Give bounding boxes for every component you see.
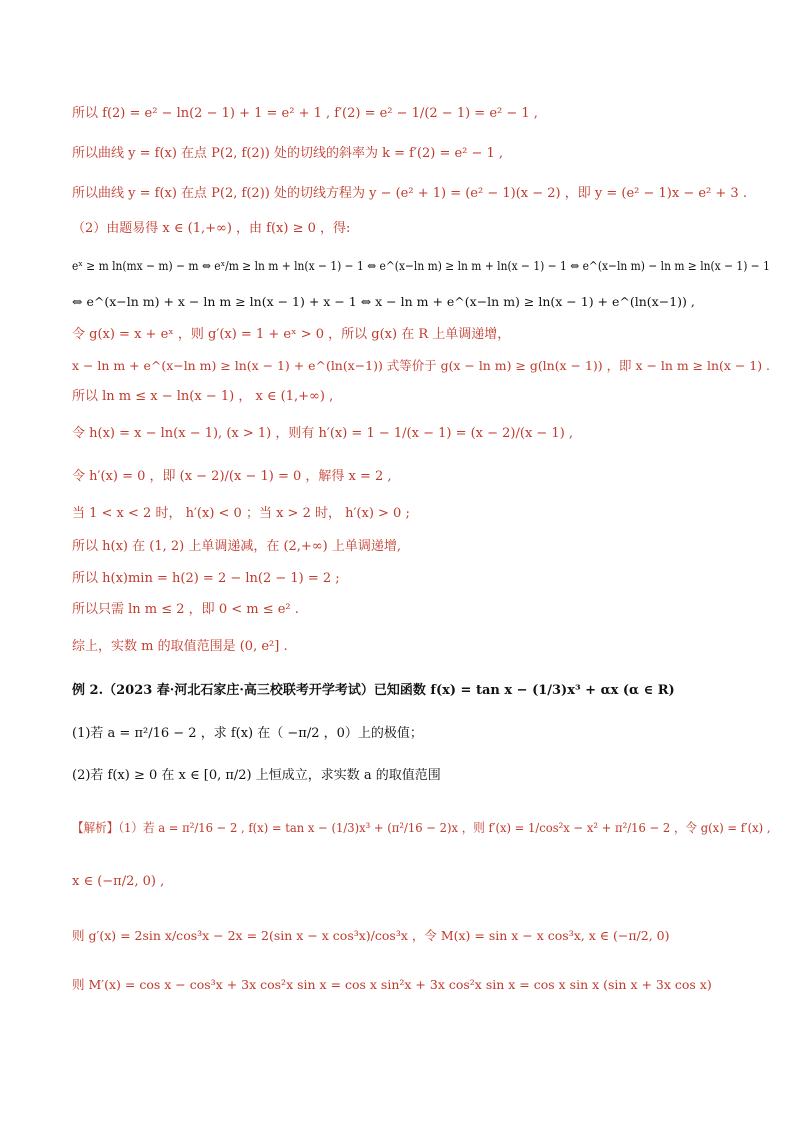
- example-2-part2: (2)若 f(x) ≥ 0 在 x ∈ [0, π/2) 上恒成立，求实数 a 的取值范围: [72, 768, 441, 783]
- h-min: 所以 h(x)min = h(2) = 2 − ln(2 − 1) = 2 ;: [72, 571, 340, 586]
- solution-part2-intro: （2）由题易得 x ∈ (1,+∞) ，由 f(x) ≥ 0 ，得:: [72, 221, 351, 236]
- equivalence-g: x − ln m + e^(x−ln m) ≥ ln(x − 1) + e^(ln(x−1)) 式等价于 g(x − ln m) ≥ g(ln(x − 1)) ，即 x − ln m ≥ ln(x − 1) .: [72, 358, 770, 373]
- m-range-step: 所以只需 ln m ≤ 2 ，即 0 < m ≤ e² .: [72, 602, 299, 617]
- example-2-title: 例 2.（2023 春·河北石家庄·高三校联考开学考试）已知函数 f(x) = tan x − (1/3)x³ + αx (α ∈ R): [72, 683, 675, 698]
- analysis-domain: x ∈ (−π/2, 0) ,: [72, 874, 165, 889]
- example-2-part1: (1)若 a = π²/16 − 2 ，求 f(x) 在（ −π/2 ，0）上的极值；: [72, 726, 423, 741]
- define-M: 则 g′(x) = 2sin x/cos³x − 2x = 2(sin x − x cos³x)/cos³x ，令 M(x) = sin x − x cos³x, x ∈ (−π/2, 0): [72, 928, 670, 943]
- solve-h-prime: 令 h′(x) = 0 ，即 (x − 2)/(x − 1) = 0 ，解得 x = 2 ,: [72, 469, 392, 484]
- define-h: 令 h(x) = x − ln(x − 1), (x > 1) ，则有 h′(x) = 1 − 1/(x − 1) = (x − 2)/(x − 1) ,: [72, 426, 574, 441]
- equivalence-chain-2: ⇔ e^(x−ln m) + x − ln m ≥ ln(x − 1) + x − 1 ⇔ x − ln m + e^(x−ln m) ≥ ln(x − 1) + e^(ln(x−1)) ,: [72, 294, 695, 309]
- solution-line-tangent: 所以曲线 y = f(x) 在点 P(2, f(2)) 处的切线方程为 y − (e² + 1) = (e² − 1)(x − 2) ，即 y = (e² − 1)x − e² + 3 .: [72, 186, 747, 201]
- solution-line-f2: 所以 f(2) = e² − ln(2 − 1) + 1 = e² + 1 , f′(2) = e² − 1/(2 − 1) = e² − 1 ,: [72, 106, 538, 121]
- analysis-part1: 【解析】（1）若 a = π²/16 − 2 , f(x) = tan x − (1/3)x³ + (π²/16 − 2)x ，则 f′(x) = 1/cos²x − x² + π²/16 − 2 ，令 g(x) = f′(x) ,: [72, 820, 771, 835]
- h-monotonic: 所以 h(x) 在 (1, 2) 上单调递减，在 (2,+∞) 上单调递增,: [72, 539, 401, 554]
- h-prime-sign: 当 1 < x < 2 时， h′(x) < 0 ；当 x > 2 时， h′(x) > 0 ;: [72, 506, 410, 521]
- equivalence-chain-1: eˣ ≥ m ln(mx − m) − m ⇔ eˣ/m ≥ ln m + ln(x − 1) − 1 ⇔ e^(x−ln m) ≥ ln m + ln(x − 1) − 1 ⇔ e^(x−ln m) − ln m ≥ ln(x − 1) − 1: [72, 258, 770, 273]
- ln-m-bound: 所以 ln m ≤ x − ln(x − 1) ， x ∈ (1,+∞) ,: [72, 389, 334, 404]
- M-derivative: 则 M′(x) = cos x − cos³x + 3x cos²x sin x = cos x sin²x + 3x cos²x sin x = cos x sin x (sin x + 3x cos x): [72, 977, 712, 992]
- solution-line-slope: 所以曲线 y = f(x) 在点 P(2, f(2)) 处的切线的斜率为 k = f′(2) = e² − 1 ,: [72, 146, 504, 161]
- define-g: 令 g(x) = x + eˣ ，则 g′(x) = 1 + eˣ > 0 ，所以 g(x) 在 R 上单调递增，: [72, 327, 511, 342]
- conclusion: 综上，实数 m 的取值范围是 (0, e²] .: [72, 639, 288, 654]
